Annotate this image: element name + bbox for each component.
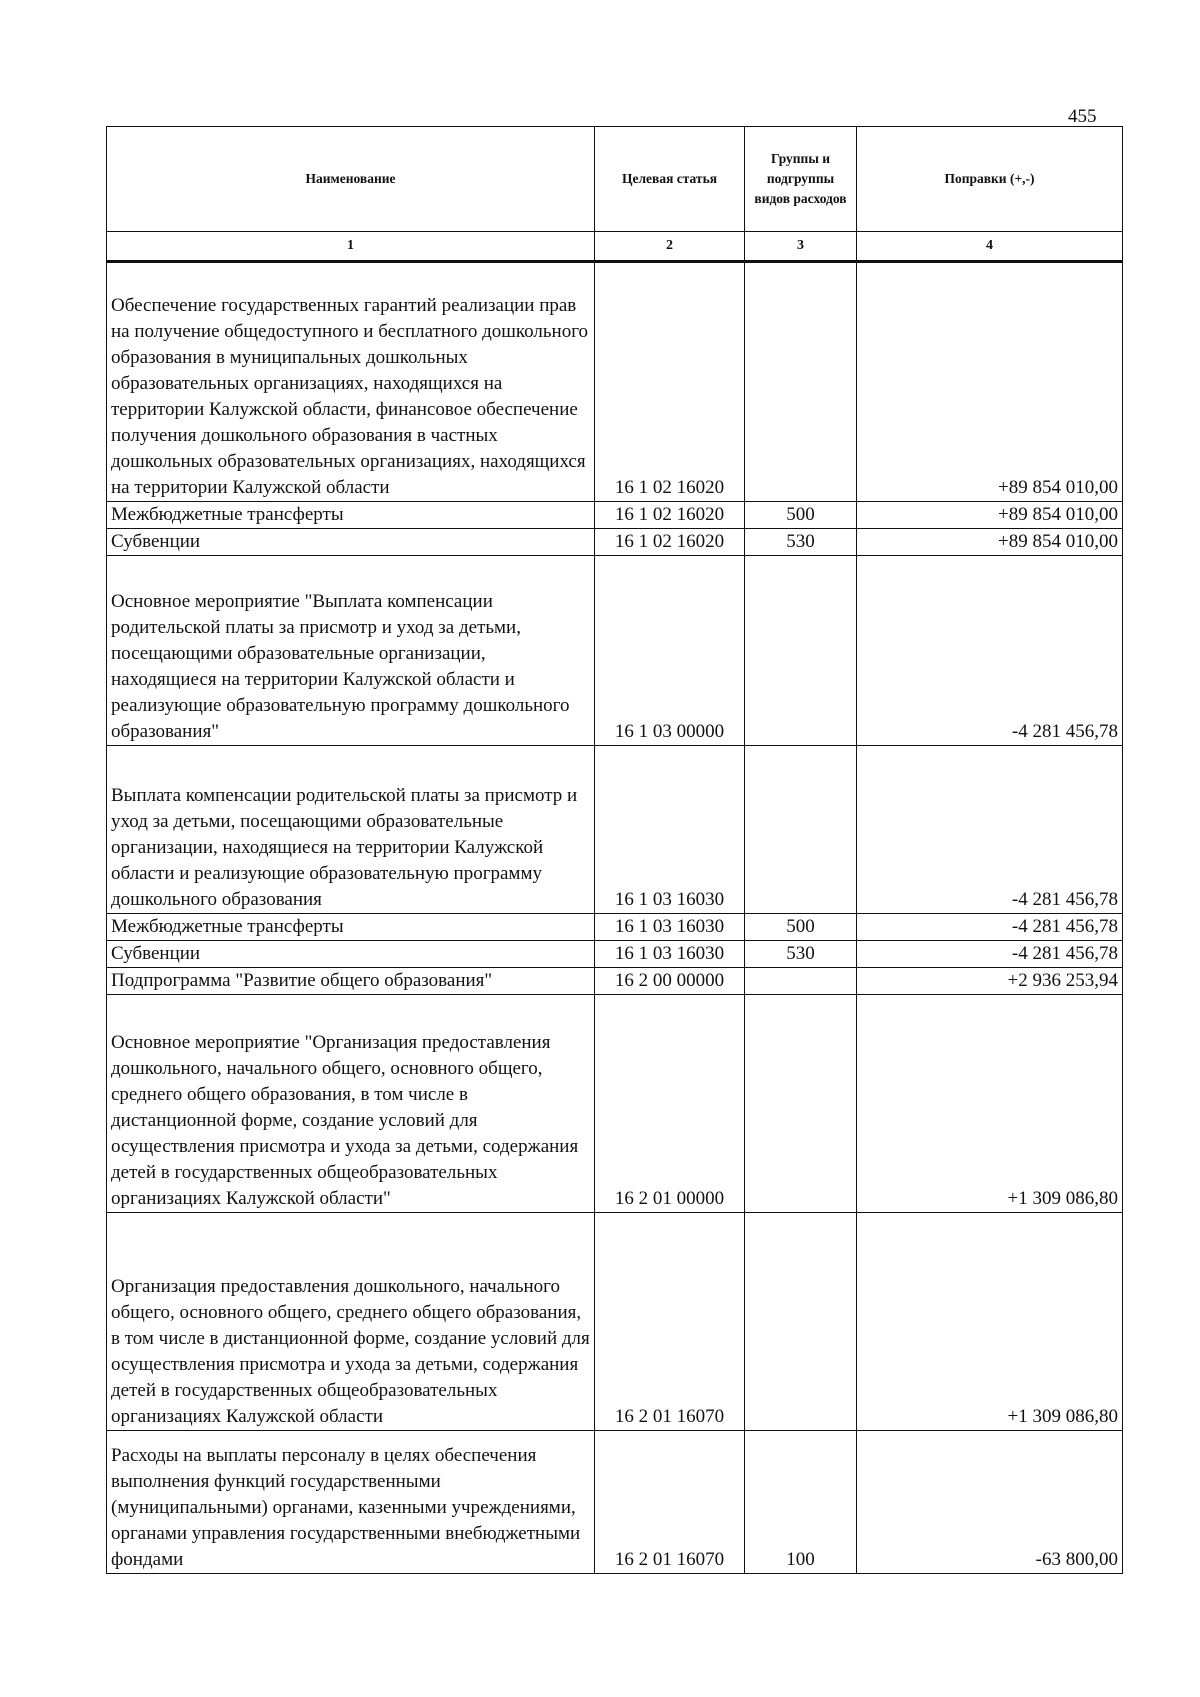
table-row [107, 1431, 1123, 1574]
table-row [107, 529, 1123, 556]
row-amount: +89 854 010,00 [857, 262, 1123, 502]
table-row [107, 914, 1123, 941]
row-name: Межбюджетные трансферты [107, 502, 595, 529]
row-expense-group: 500 [745, 914, 857, 941]
budget-amendments-table [106, 126, 1123, 1574]
header-target-article: Целевая статья [595, 127, 745, 232]
header-expense-groups: Группы и подгруппы видов расходов [745, 127, 857, 232]
row-amount: +89 854 010,00 [857, 502, 1123, 529]
row-name: Расходы на выплаты персоналу в целях обеспечения выполнения функций государственными (муниципальными) органами, казенными учреждениями, органами управления государственными внебюджетными фондами [107, 1431, 595, 1574]
row-expense-group [745, 556, 857, 746]
row-name: Субвенции [107, 529, 595, 556]
row-expense-group [745, 262, 857, 502]
table-row [107, 556, 1123, 746]
row-target-code: 16 1 03 16030 [595, 914, 745, 941]
row-expense-group: 530 [745, 941, 857, 968]
column-number: 3 [745, 232, 857, 262]
row-amount: +89 854 010,00 [857, 529, 1123, 556]
table-row [107, 746, 1123, 914]
row-target-code: 16 2 01 16070 [595, 1213, 745, 1431]
column-number-row [107, 232, 1123, 262]
row-target-code: 16 1 02 16020 [595, 502, 745, 529]
column-number: 4 [857, 232, 1123, 262]
row-name: Организация предоставления дошкольного, начального общего, основного общего, среднего общего образования, в том числе в дистанционной форме, создание условий для осуществления присмотра и ухода за детьми, содержания детей в государственных общеобразовательных организациях Калужской области [107, 1213, 595, 1431]
row-name: Обеспечение государственных гарантий реализации прав на получение общедоступного и бесплатного дошкольного образования в муниципальных дошкольных образовательных организациях, находящихся на территории Калужской области, финансовое обеспечение получения дошкольного образования в частных дошкольных образовательных организациях, находящихся на территории Калужской области [107, 262, 595, 502]
table-header-row [107, 127, 1123, 232]
row-name: Субвенции [107, 941, 595, 968]
row-amount: -63 800,00 [857, 1431, 1123, 1574]
table-row [107, 995, 1123, 1213]
column-number: 1 [107, 232, 595, 262]
row-amount: +1 309 086,80 [857, 1213, 1123, 1431]
row-amount: -4 281 456,78 [857, 914, 1123, 941]
page-number: 455 [1068, 106, 1097, 127]
header-amendments: Поправки (+,-) [857, 127, 1123, 232]
header-name: Наименование [107, 127, 595, 232]
row-target-code: 16 2 01 16070 [595, 1431, 745, 1574]
row-target-code: 16 1 02 16020 [595, 262, 745, 502]
table-row [107, 1213, 1123, 1431]
row-amount: +2 936 253,94 [857, 968, 1123, 995]
row-expense-group: 530 [745, 529, 857, 556]
row-target-code: 16 2 01 00000 [595, 995, 745, 1213]
row-name: Межбюджетные трансферты [107, 914, 595, 941]
row-amount: -4 281 456,78 [857, 746, 1123, 914]
row-expense-group: 500 [745, 502, 857, 529]
row-name: Подпрограмма "Развитие общего образования" [107, 968, 595, 995]
row-target-code: 16 1 03 16030 [595, 746, 745, 914]
column-number: 2 [595, 232, 745, 262]
row-target-code: 16 1 03 16030 [595, 941, 745, 968]
row-amount: -4 281 456,78 [857, 556, 1123, 746]
row-expense-group [745, 746, 857, 914]
row-name: Основное мероприятие "Выплата компенсации родительской платы за присмотр и уход за детьми, посещающими образовательные организации, находящиеся на территории Калужской области и реализующие образовательную программу дошкольного образования" [107, 556, 595, 746]
row-target-code: 16 1 02 16020 [595, 529, 745, 556]
row-expense-group: 100 [745, 1431, 857, 1574]
row-name: Основное мероприятие "Организация предоставления дошкольного, начального общего, основного общего, среднего общего образования, в том числе в дистанционной форме, создание условий для осуществления присмотра и ухода за детьми, содержания детей в государственных общеобразовательных организациях Калужской области" [107, 995, 595, 1213]
row-target-code: 16 1 03 00000 [595, 556, 745, 746]
table-row [107, 941, 1123, 968]
table-row [107, 968, 1123, 995]
row-amount: -4 281 456,78 [857, 941, 1123, 968]
row-name: Выплата компенсации родительской платы за присмотр и уход за детьми, посещающими образовательные организации, находящиеся на территории Калужской области и реализующие образовательную программу дошкольного образования [107, 746, 595, 914]
row-target-code: 16 2 00 00000 [595, 968, 745, 995]
row-expense-group [745, 1213, 857, 1431]
row-amount: +1 309 086,80 [857, 995, 1123, 1213]
row-expense-group [745, 968, 857, 995]
table-row [107, 502, 1123, 529]
table-row [107, 262, 1123, 502]
row-expense-group [745, 995, 857, 1213]
